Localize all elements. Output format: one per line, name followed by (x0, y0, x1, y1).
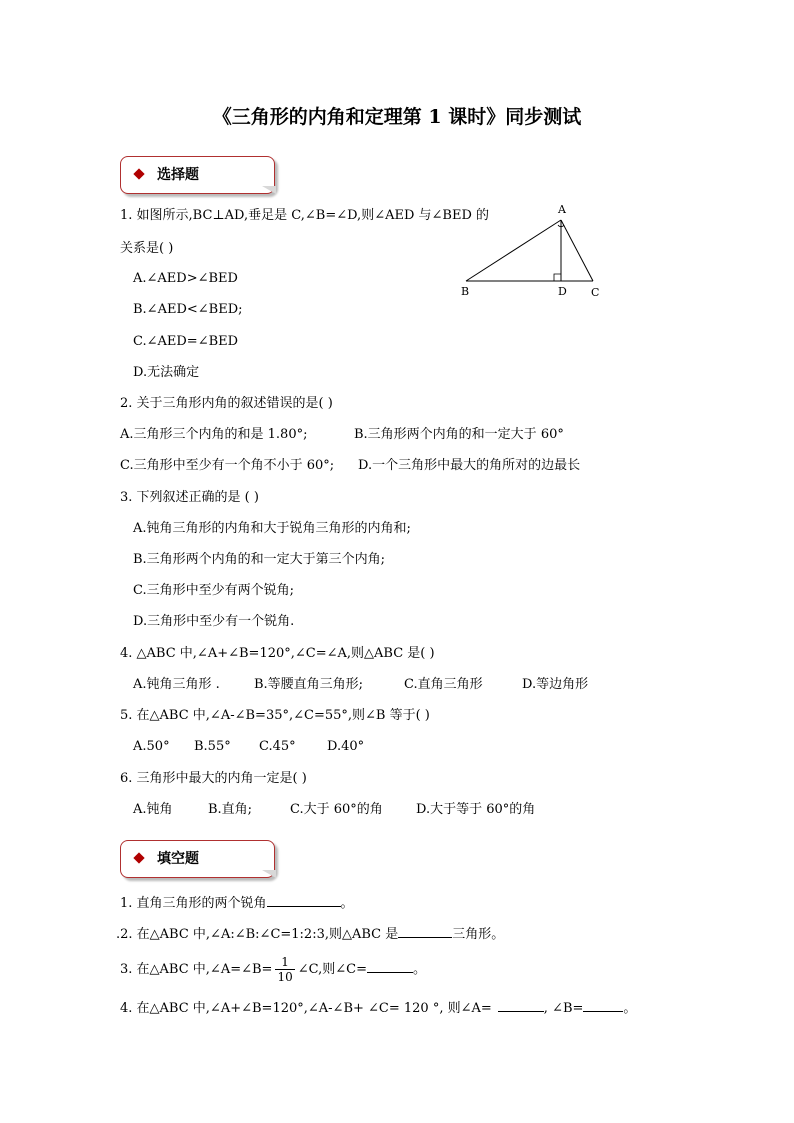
q4-option-a: A.钝角三角形 . (133, 677, 220, 692)
answer-blank-b[interactable] (583, 999, 623, 1012)
section-label-choice: 选择题 (157, 167, 199, 183)
label-b: B (461, 285, 470, 298)
q5-option-d: D.40° (327, 739, 365, 754)
q5-stem: 5. 在△ABC 中,∠A-∠B=35°,∠C=55°,则∠B 等于( ) (120, 708, 430, 723)
fill-q4: 4. 在△ABC 中,∠A+∠B=120°,∠A-∠B+ ∠C= 120 °, 则∠A= , ∠B= 。 (120, 1001, 637, 1016)
fill-q1: 1. 直角三角形的两个锐角 。 (120, 896, 354, 911)
q5-option-b: B.55° (194, 739, 231, 754)
q2-option-d: D.一个三角形中最大的角所对的边最长 (358, 458, 581, 473)
answer-blank-a[interactable] (498, 999, 544, 1012)
right-angle-mark (554, 274, 561, 281)
q6-option-a: A.钝角 (133, 802, 173, 817)
q2-option-a: A.三角形三个内角的和是 1.80°; (120, 427, 308, 442)
fill-q3: 3. 在△ABC 中,∠A=∠B= $\frac{1}{10}$ ∠C,则∠C= 。 (120, 955, 426, 984)
page-title: 《三角形的内角和定理第 1 课时》同步测试 (212, 106, 582, 128)
section-header-fill (120, 840, 275, 878)
q6-stem: 6. 三角形中最大的内角一定是( ) (120, 771, 307, 786)
section-header-choice (120, 156, 275, 194)
answer-blank[interactable] (367, 960, 413, 973)
line-ab (466, 220, 561, 281)
section-shadow-tail (262, 870, 276, 878)
q1-option-c: C.∠AED=∠BED (133, 334, 239, 349)
q1-option-b: B.∠AED<∠BED; (133, 302, 243, 317)
q6-option-d: D.大于等于 60°的角 (416, 802, 536, 817)
label-a: A (558, 203, 566, 216)
q4-option-d: D.等边角形 (522, 677, 589, 692)
q5-option-c: C.45° (259, 739, 296, 754)
q1-stem-line2: 关系是( ) (120, 241, 174, 256)
q1-option-d: D.无法确定 (133, 365, 200, 380)
q2-option-b: B.三角形两个内角的和一定大于 60° (354, 427, 564, 442)
q6-option-b: B.直角; (208, 802, 253, 817)
q3-option-a: A.钝角三角形的内角和大于锐角三角形的内角和; (133, 521, 411, 536)
q4-stem: 4. △ABC 中,∠A+∠B=120°,∠C=∠A,则△ABC 是( ) (120, 646, 435, 661)
diamond-icon (133, 168, 144, 179)
q4-option-c: C.直角三角形 (404, 677, 483, 692)
answer-blank[interactable] (398, 925, 452, 938)
section-label-fill: 填空题 (157, 851, 199, 867)
q1-stem-line1: 1. 如图所示,BC⊥AD,垂足是 C,∠B=∠D,则∠AED 与∠BED 的 (120, 208, 490, 223)
label-c: C (591, 286, 600, 299)
line-ac (561, 220, 593, 281)
q2-stem: 2. 关于三角形内角的叙述错误的是( ) (120, 396, 333, 411)
diamond-icon (133, 852, 144, 863)
fraction: $\frac{1}{10}$ (277, 955, 293, 984)
q3-stem: 3. 下列叙述正确的是 ( ) (120, 490, 259, 505)
q6-option-c: C.大于 60°的角 (290, 802, 383, 817)
answer-blank[interactable] (267, 894, 341, 907)
triangle-figure (455, 198, 605, 302)
q3-option-c: C.三角形中至少有两个锐角; (133, 583, 294, 598)
q1-option-a: A.∠AED>∠BED (133, 271, 238, 286)
fill-q2: .2. 在△ABC 中,∠A:∠B:∠C=1:2:3,则△ABC 是 三角形。 (116, 927, 505, 942)
label-d: D (558, 285, 567, 298)
section-shadow-tail (262, 186, 276, 194)
q5-option-a: A.50° (133, 739, 170, 754)
q3-option-d: D.三角形中至少有一个锐角. (133, 614, 295, 629)
q2-option-c: C.三角形中至少有一个角不小于 60°; (120, 458, 335, 473)
q4-option-b: B.等腰直角三角形; (254, 677, 364, 692)
q3-option-b: B.三角形两个内角的和一定大于第三个内角; (133, 552, 386, 567)
